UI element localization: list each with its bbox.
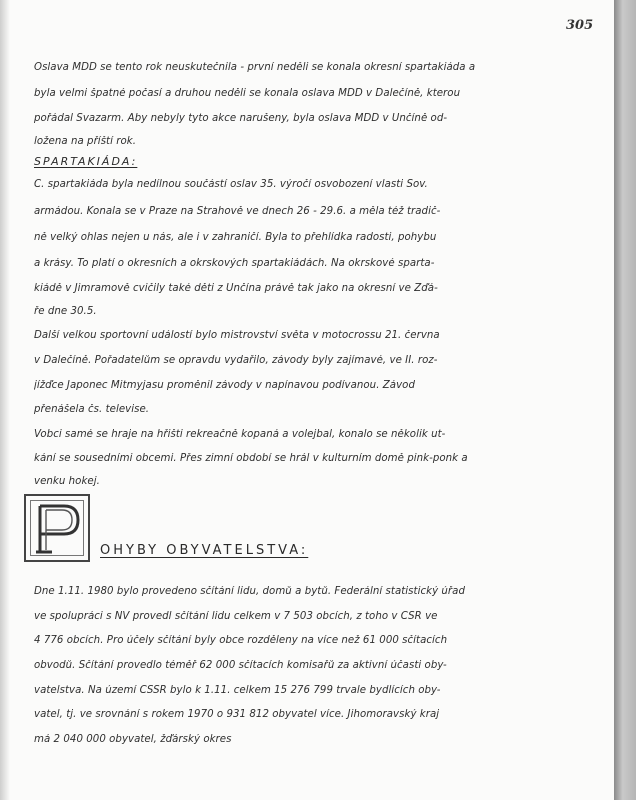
text-line: v Dalečíně. Pořadatelům se opravdu vydařilo, závody byly zajímavé, ve II. roz- [34, 355, 438, 366]
text-line: a krásy. To platí o okresních a okrskových spartakiádách. Na okrskové sparta- [34, 258, 435, 269]
text-line: Dne 1.11. 1980 bylo provedeno sčítání lidu, domů a bytů. Federální statistický úřad [34, 586, 465, 597]
text-line: přenášela čs. televise. [34, 404, 150, 415]
decorative-initial-box [24, 494, 90, 562]
text-line: pořádal Svazarm. Aby nebyly tyto akce narušeny, byla oslava MDD v Unčíně od- [34, 113, 448, 124]
text-line: ložena na příští rok. [34, 136, 137, 147]
text-line: kiádě v Jimramově cvičily také děti z Unčína právě tak jako na okresní ve Žďá- [34, 283, 438, 294]
text-line: kání se sousedními obcemi. Přes zimní období se hrál v kulturním domě pink-ponk a [34, 453, 468, 464]
text-line: jížďce Japonec Mitmyjasu proměnil závody v napínavou podívanou. Závod [34, 380, 415, 391]
text-line: Oslava MDD se tento rok neuskutečnila - první neděli se konala okresní spartakiáda a [34, 62, 476, 73]
text-line: Další velkou sportovní událostí bylo mistrovství světa v motocrossu 21. června [34, 330, 440, 341]
text-line: má 2 040 000 obyvatel, žďárský okres [34, 734, 232, 745]
text-line: Vobci samé se hraje na hřišti rekreačně kopaná a volejbal, konalo se několik ut- [34, 429, 446, 440]
page-number: 305 [566, 18, 594, 33]
initial-letter: P [56, 538, 58, 539]
text-line: byla velmi špatné počasí a druhou neděli se konala oslava MDD v Dalečíně, kterou [34, 88, 461, 99]
text-line: 4 776 obcích. Pro účely sčítání byly obce rozděleny na více než 61 000 sčítacích [34, 635, 448, 646]
text-line: obvodů. Sčítání provedlo téměř 62 000 sčítacích komisařů za aktivní účasti oby- [34, 660, 447, 671]
text-line: vatelstva. Na území ČSSR bylo k 1.11. celkem 15 276 799 trvale bydlících oby- [34, 685, 441, 696]
text-line: ně velký ohlas nejen u nás, ale i v zahraničí. Byla to přehlídka radosti, pohybu [34, 232, 437, 243]
text-line: ve spolupráci s NV provedl sčítání lidu celkem v 7 503 obcích, z toho v ČSR ve [34, 611, 438, 622]
section-heading-pohyby: OHYBY OBYVATELSTVA: [100, 543, 309, 558]
text-line: armádou. Konala se v Praze na Strahově ve dnech 26 - 29.6. a měla též tradič- [34, 206, 441, 217]
text-line: ře dne 30.5. [34, 306, 97, 317]
text-line: venku hokej. [34, 476, 100, 487]
binding-shadow [0, 0, 10, 800]
text-line: Č. spartakiáda byla nedílnou součástí oslav 35. výročí osvobození vlasti Sov. [34, 179, 428, 190]
text-line: vatel, tj. ve srovnání s rokem 1970 o 931 812 obyvatel více. Jihomoravský kraj [34, 709, 440, 720]
section-heading-spartakiada: SPARTAKIÁDA: [34, 155, 138, 168]
initial-p-glyph [26, 496, 88, 560]
book-page-edge [614, 0, 636, 800]
